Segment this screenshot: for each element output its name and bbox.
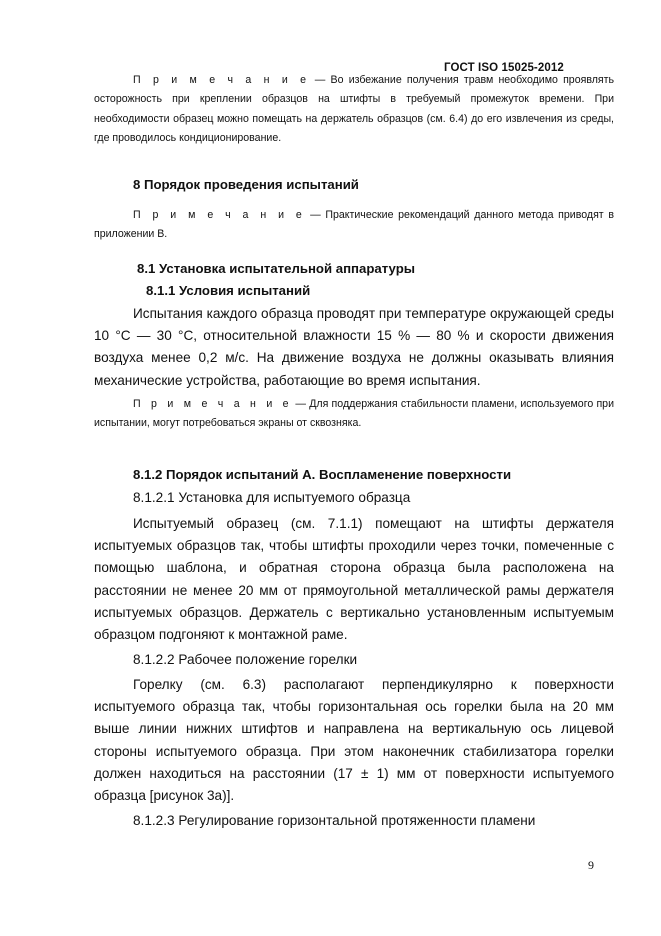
page-number: 9 (588, 858, 594, 872)
body-paragraph (94, 674, 614, 807)
standard-designation: ГОСТ ISO 15025-2012 (444, 62, 564, 74)
body-paragraph (94, 303, 614, 392)
note-paragraph (94, 206, 614, 245)
subsection-heading: 8.1 Установка испытательной аппаратуры (137, 261, 416, 276)
subsection-heading: 8.1.2 Порядок испытаний А. Воспламенение поверхности (133, 467, 512, 482)
note-label: П р и м е ч а н и е (133, 74, 310, 86)
note-paragraph (94, 71, 614, 148)
clause-heading: 8.1.2.3 Регулирование горизонтальной протяженности пламени (133, 813, 536, 828)
clause-heading: 8.1.2.2 Рабочее положение горелки (133, 652, 358, 667)
paragraph-text: Горелку (см. 6.3) располагают перпендикулярно к поверхности испытуемого образца так, чтобы горизонтальная ось горелки была на 20 мм выше линии нижних штифтов и направлена на вертикальную ось лицевой стороны испытуемого образца. При этом наконечник стабилизатора горелки должен находиться на расстоянии (17 ± 1) мм от поверхности испытуемого образца [рисунок 3а)]. (94, 677, 614, 804)
clause-heading: 8.1.2.1 Установка для испытуемого образца (133, 490, 411, 505)
paragraph-text: Испытания каждого образца проводят при температуре окружающей среды 10 °С — 30 °С, относительной влажности 15 % — 80 % и скорости движения воздуха менее 0,2 м/с. На движение воздуха не должны оказывать влияния механические устройства, работающие во время испытания. (94, 306, 614, 388)
note-label: П р и м е ч а н и е (133, 209, 306, 221)
note-label: П р и м е ч а н и е (133, 398, 293, 410)
body-paragraph (94, 513, 614, 646)
note-text: — Во избежание получения травм необходимо проявлять осторожность при креплении образцов на штифты в требуемый промежуток времени. При необходимости образец можно помещать на держатель образцов (см. 6.4) до его извлечения из среды, где проводилось кондиционирование. (94, 74, 615, 144)
subsection-heading: 8.1.1 Условия испытаний (146, 283, 311, 298)
note-text: — Для поддержания стабильности пламени, используемого при испытании, могут потребоваться экраны от сквозняка. (94, 398, 614, 430)
paragraph-text: Испытуемый образец (см. 7.1.1) помещают на штифты держателя испытуемых образцов так, чтобы штифты проходили через точки, помеченные с помощью шаблона, и обратная сторона образца была расположена на расстоянии не менее 20 мм от прямоугольной металлической рамы держателя испытуемых образцов. Держатель с вертикально установленным испытуемым образцом подгоняют к монтажной раме. (94, 516, 614, 643)
note-text: — Практические рекомендаций данного метода приводят в приложении В. (94, 209, 614, 241)
note-paragraph (94, 395, 614, 434)
section-heading: 8 Порядок проведения испытаний (133, 177, 359, 192)
